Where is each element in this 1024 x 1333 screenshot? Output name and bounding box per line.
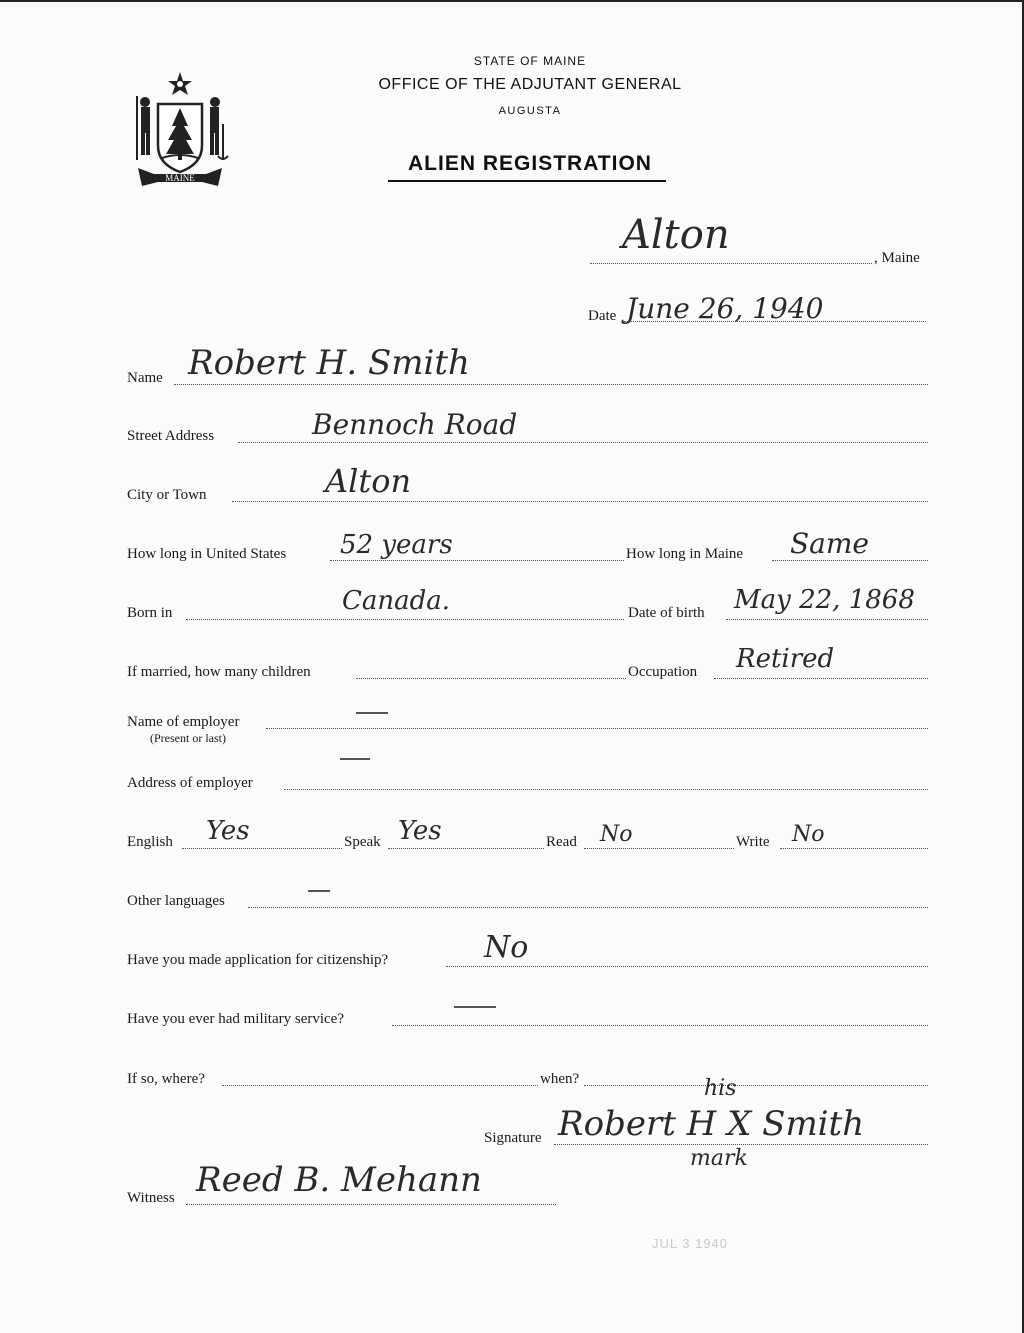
employer-label: Name of employer bbox=[127, 714, 240, 730]
citizenship-field[interactable]: No bbox=[484, 930, 529, 965]
state-heading: STATE OF MAINE bbox=[473, 54, 587, 68]
street-field[interactable]: Bennoch Road bbox=[312, 408, 518, 441]
scan-border-top bbox=[0, 0, 1024, 2]
maine-duration-label: How long in Maine bbox=[626, 546, 744, 562]
birthplace-line bbox=[186, 619, 624, 620]
citizenship-label: Have you made application for citizenship? bbox=[127, 952, 389, 968]
other-languages-line bbox=[248, 907, 928, 908]
other-languages-dash bbox=[308, 890, 330, 892]
dob-label: Date of birth bbox=[628, 605, 705, 621]
title-underline bbox=[388, 180, 666, 182]
office-heading: OFFICE OF THE ADJUTANT GENERAL bbox=[378, 76, 682, 93]
date-field[interactable]: June 26, 1940 bbox=[626, 292, 824, 325]
form-title: ALIEN REGISTRATION bbox=[408, 152, 652, 175]
us-duration-label: How long in United States bbox=[127, 546, 287, 562]
where-line bbox=[222, 1085, 538, 1086]
us-duration-field[interactable]: 52 years bbox=[340, 530, 453, 560]
city-heading: AUGUSTA bbox=[498, 105, 562, 117]
read-line bbox=[584, 848, 734, 849]
employer-address-line bbox=[284, 789, 928, 790]
write-line bbox=[780, 848, 928, 849]
other-languages-label: Other languages bbox=[127, 893, 225, 909]
read-field[interactable]: No bbox=[600, 822, 633, 847]
employer-line bbox=[266, 728, 928, 729]
dob-line bbox=[726, 619, 928, 620]
name-label: Name bbox=[127, 370, 163, 386]
english-label: English bbox=[127, 834, 173, 850]
town-suffix: , Maine bbox=[874, 250, 920, 266]
speak-label: Speak bbox=[344, 834, 381, 850]
write-field[interactable]: No bbox=[792, 822, 825, 847]
where-label: If so, where? bbox=[127, 1071, 205, 1087]
english-line bbox=[182, 848, 342, 849]
date-label: Date bbox=[588, 308, 617, 324]
speak-line bbox=[388, 848, 544, 849]
employer-dash bbox=[356, 712, 388, 714]
employer-sublabel: (Present or last) bbox=[150, 731, 226, 745]
occupation-field[interactable]: Retired bbox=[736, 644, 835, 674]
dob-field[interactable]: May 22, 1868 bbox=[734, 585, 915, 615]
town-field[interactable]: Alton bbox=[622, 212, 730, 258]
name-field[interactable]: Robert H. Smith bbox=[188, 343, 470, 383]
seal-banner-text: MAINE bbox=[165, 173, 195, 183]
occupation-line bbox=[714, 678, 928, 679]
occupation-label: Occupation bbox=[628, 664, 698, 680]
signature-line bbox=[554, 1144, 928, 1145]
signature-his-note: his bbox=[704, 1076, 737, 1101]
speak-field[interactable]: Yes bbox=[398, 816, 442, 846]
when-label: when? bbox=[540, 1071, 580, 1087]
witness-field[interactable]: Reed B. Mehann bbox=[196, 1160, 482, 1200]
received-stamp: JUL 3 1940 bbox=[652, 1236, 729, 1251]
name-line bbox=[174, 384, 928, 385]
maine-duration-line bbox=[772, 560, 928, 561]
city-label: City or Town bbox=[127, 487, 207, 503]
signature-label: Signature bbox=[484, 1130, 542, 1146]
employer-address-dash bbox=[340, 758, 370, 760]
write-label: Write bbox=[736, 834, 770, 850]
children-line bbox=[356, 678, 626, 679]
children-label: If married, how many children bbox=[127, 664, 311, 680]
signature-field[interactable]: Robert H X Smith bbox=[558, 1104, 865, 1144]
military-line bbox=[392, 1025, 928, 1026]
witness-line bbox=[186, 1204, 556, 1205]
employer-address-label: Address of employer bbox=[127, 775, 253, 791]
us-duration-line bbox=[330, 560, 624, 561]
military-dash bbox=[454, 1006, 496, 1008]
witness-label: Witness bbox=[127, 1190, 175, 1206]
street-label: Street Address bbox=[127, 428, 215, 444]
when-line bbox=[584, 1085, 928, 1086]
birthplace-field[interactable]: Canada. bbox=[342, 586, 451, 616]
city-line bbox=[232, 501, 928, 502]
military-label: Have you ever had military service? bbox=[127, 1011, 344, 1027]
town-line bbox=[590, 263, 872, 264]
signature-mark-note: mark bbox=[690, 1146, 748, 1171]
city-field[interactable]: Alton bbox=[325, 462, 412, 500]
maine-duration-field[interactable]: Same bbox=[790, 527, 869, 560]
english-field[interactable]: Yes bbox=[206, 816, 250, 846]
citizenship-line bbox=[446, 966, 928, 967]
maine-seal-icon bbox=[128, 68, 232, 190]
street-line bbox=[238, 442, 928, 443]
read-label: Read bbox=[546, 834, 577, 850]
birthplace-label: Born in bbox=[127, 605, 173, 621]
